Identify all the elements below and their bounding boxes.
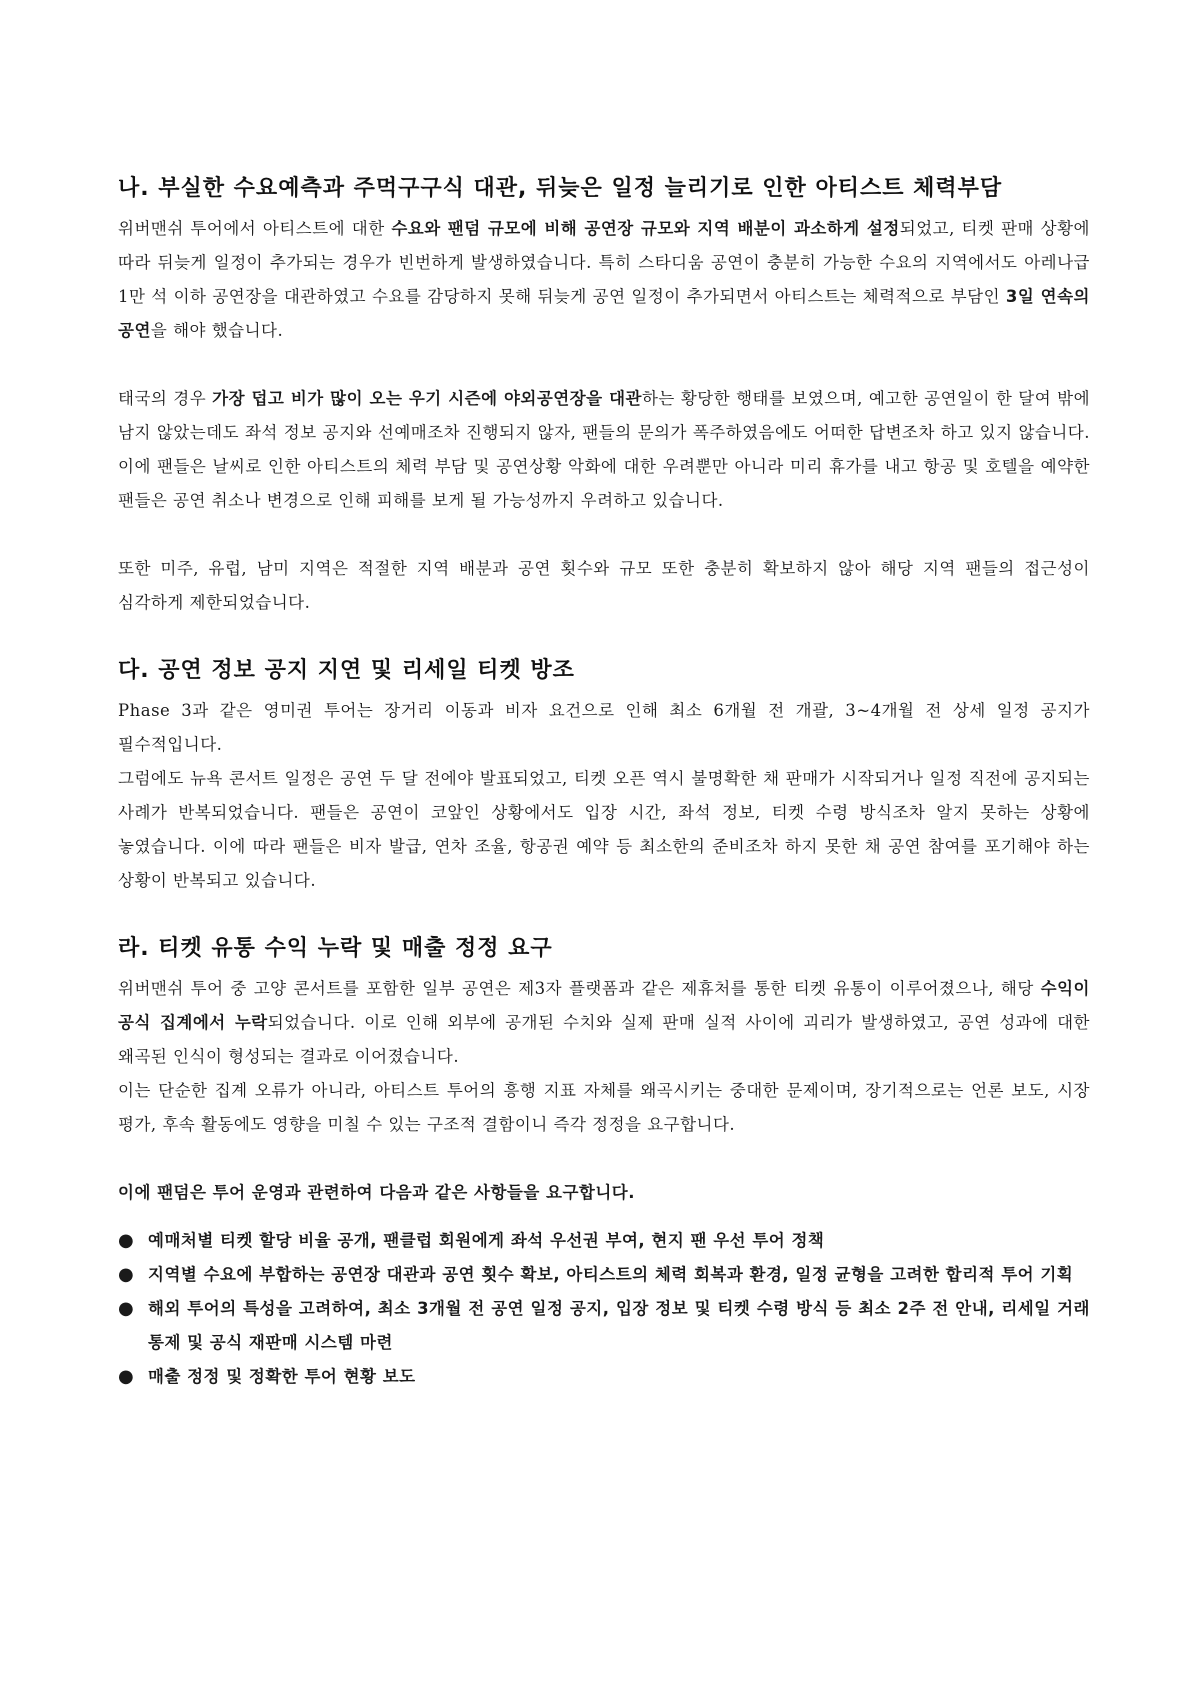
- list-item-text: 지역별 수요에 부합하는 공연장 대관과 공연 횟수 확보, 아티스트의 체력 회복과 환경, 일정 균형을 고려한 합리적 투어 기획: [148, 1265, 1074, 1284]
- bold-text-run: 3일 연속의 공연: [118, 287, 1090, 340]
- bullet-icon: ●: [118, 1264, 135, 1285]
- list-item: [118, 1360, 1090, 1394]
- paragraph: 이는 단순한 집계 오류가 아니라, 아티스트 투어의 흥행 지표 자체를 왜곡시키는 중대한 문제이며, 장기적으로는 언론 보도, 시장 평가, 후속 활동에도 영향을 미칠 수 있는 구조적 결함이니 즉각 정정을 요구합니다.: [118, 1081, 1090, 1134]
- bullet-icon: ●: [118, 1230, 135, 1251]
- list-item-text: 매출 정정 및 정확한 투어 현황 보도: [148, 1367, 416, 1386]
- list-item: [118, 1224, 1090, 1258]
- list-item-text: 예매처별 티켓 할당 비율 공개, 팬클럽 회원에게 좌석 우선권 부여, 현지 팬 우선 투어 정책: [148, 1231, 825, 1250]
- bullet-icon: ●: [118, 1298, 135, 1319]
- paragraph: 그럼에도 뉴욕 콘서트 일정은 공연 두 달 전에야 발표되었고, 티켓 오픈 역시 불명확한 채 판매가 시작되거나 일정 직전에 공지되는 사례가 반복되었습니다. 팬들은 공연이 코앞인 상황에서도 입장 시간, 좌석 정보, 티켓 수령 방식조차 알지 못하는 상황에 놓였습니다. 이에 따라 팬들은 비자 발급, 연차 조율, 항공권 예약 등 최소한의 준비조차 하지 못한 채 공연 참여를 포기해야 하는 상황이 반복되고 있습니다.: [118, 769, 1090, 890]
- bold-text-run: 수익이 공식 집계에서 누락: [118, 979, 1090, 1032]
- section-da: [118, 654, 1090, 898]
- bold-text-run: 수요와 팬덤 규모에 비해 공연장 규모와 지역 배분이 과소하게 설정: [391, 219, 900, 238]
- paragraph: [118, 212, 1090, 348]
- text-run: 을 해야 했습니다.: [150, 321, 284, 340]
- list-item-text: 해외 투어의 특성을 고려하여, 최소 3개월 전 공연 일정 공지, 입장 정보 및 티켓 수령 방식 등 최소 2주 전 안내, 리세일 거래 통제 및 공식 재판매 시스템 마련: [148, 1299, 1090, 1352]
- text-run: 되었습니다. 이로 인해 외부에 공개된 수치와 실제 판매 실적 사이에 괴리가 발생하였고, 공연 성과에 대한 왜곡된 인식이 형성되는 결과로 이어졌습니다.: [118, 1013, 1090, 1066]
- paragraph: 또한 미주, 유럽, 남미 지역은 적절한 지역 배분과 공연 횟수와 규모 또한 충분히 확보하지 않아 해당 지역 팬들의 접근성이 심각하게 제한되었습니다.: [118, 559, 1090, 612]
- demands-intro: 이에 팬덤은 투어 운영과 관련하여 다음과 같은 사항들을 요구합니다.: [118, 1183, 636, 1202]
- text-run: 위버맨쉬 투어 중 고양 콘서트를 포함한 일부 공연은 제3자 플랫폼과 같은 제휴처를 통한 티켓 유통이 이루어졌으나, 해당: [118, 979, 1041, 998]
- section-na: [118, 172, 1090, 620]
- paragraph: Phase 3과 같은 영미권 투어는 장거리 이동과 비자 요건으로 인해 최소 6개월 전 개괄, 3~4개월 전 상세 일정 공지가 필수적입니다.: [118, 701, 1090, 754]
- section-ra: [118, 932, 1090, 1142]
- bold-text-run: 가장 덥고 비가 많이 오는 우기 시즌에 야외공연장을 대관: [212, 389, 642, 408]
- paragraph: [118, 382, 1090, 518]
- list-item: [118, 1258, 1090, 1292]
- section-heading: 나. 부실한 수요예측과 주먹구구식 대관, 뒤늦은 일정 늘리기로 인한 아티스트 체력부담: [118, 176, 1003, 201]
- section-heading: 다. 공연 정보 공지 지연 및 리세일 티켓 방조: [118, 658, 575, 683]
- paragraph: [118, 972, 1090, 1074]
- text-run: 태국의 경우: [118, 389, 213, 408]
- text-run: 하는 황당한 행태를 보였으며, 예고한 공연일이 한 달여 밖에 남지 않았는데도 좌석 정보 공지와 선예매조차 진행되지 않자, 팬들의 문의가 폭주하였음에도 어떠한 답변조차 하고 있지 않습니다. 이에 팬들은 날씨로 인한 아티스트의 체력 부담 및 공연상황 악화에 대한 우려뿐만 아니라 미리 휴가를 내고 항공 및 호텔을 예약한 팬들은 공연 취소나 변경으로 인해 피해를 보게 될 가능성까지 우려하고 있습니다.: [118, 389, 1091, 510]
- section-heading: 라. 티켓 유통 수익 누락 및 매출 정정 요구: [118, 936, 553, 961]
- text-run: 위버맨쉬 투어에서 아티스트에 대한: [118, 219, 392, 238]
- list-item: [118, 1292, 1090, 1360]
- demands-list: [118, 1224, 1090, 1394]
- text-run: 되었고, 티켓 판매 상황에 따라 뒤늦게 일정이 추가되는 경우가 빈번하게 발생하였습니다. 특히 스타디움 공연이 충분히 가능한 수요의 지역에서도 아레나급 1만 석 이하 공연장을 대관하였고 수요를 감당하지 못해 뒤늦게 공연 일정이 추가되면서 아티스트는 체력적으로 부담인: [118, 219, 1090, 306]
- bullet-icon: ●: [118, 1366, 135, 1387]
